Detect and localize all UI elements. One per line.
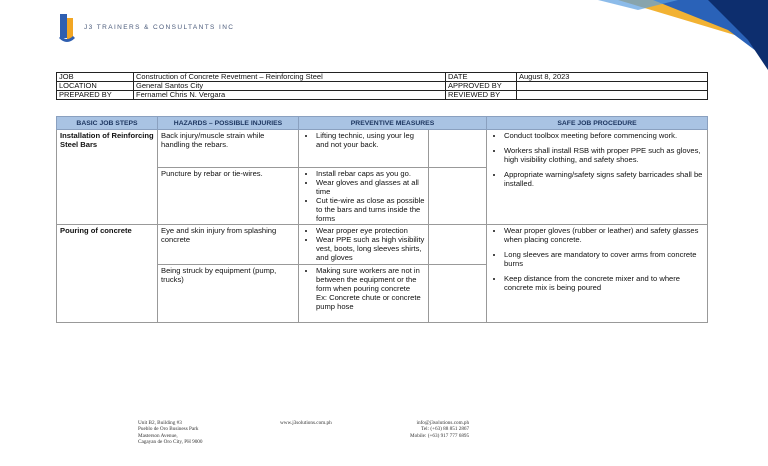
date-value: August 8, 2023 (517, 73, 708, 82)
procedure-item: • Long sleeves are mandatory to cover arms from concrete burns (504, 250, 704, 268)
approved-value (517, 82, 708, 91)
measure-item: • Cut tie-wire as close as possible to the bars and turns inside the forms (316, 196, 425, 223)
empty-cell (429, 225, 487, 265)
date-label: DATE (446, 73, 517, 82)
procedure-item: • Conduct toolbox meeting before commencing work. (504, 131, 704, 140)
procedure-cell (487, 225, 708, 323)
job-step: Pouring of concrete (57, 225, 158, 323)
company-name: J3 TRAINERS & CONSULTANTS INC (84, 24, 235, 31)
footer-phone: Tel: (+63) 88 851 2867 (421, 426, 470, 433)
location-label: LOCATION (57, 82, 134, 91)
hazard-cell: Eye and skin injury from splashing concrete (158, 225, 299, 265)
measures-cell (299, 130, 429, 168)
footer-mobile: Mobile: (+63) 917 777 6895 (410, 432, 470, 439)
job-info-table (56, 72, 708, 100)
measure-item: • Making sure workers are not in between the equipment or the form when pouring concrete Ex: Concrete chute or concrete pump hose (316, 266, 425, 311)
hazard-cell: Back injury/muscle strain while handling the rebars. (158, 130, 299, 168)
measures-cell (299, 225, 429, 265)
footer-email[interactable]: info@j3solutions.com.ph (416, 420, 470, 426)
prepared-value: Fernamel Chris N. Vergara (134, 91, 446, 100)
measure-item: • Wear gloves and glasses at all time (316, 178, 425, 196)
reviewed-value (517, 91, 708, 100)
header-hazards: HAZARDS – POSSIBLE INJURIES (158, 117, 299, 130)
footer-address-line: Cagayan de Oro City, PH 9000 (138, 439, 203, 446)
job-step: Installation of Reinforcing Steel Bars (57, 130, 158, 225)
procedure-item: • Wear proper gloves (rubber or leather) and safety glasses when placing concrete. (504, 226, 704, 244)
prepared-label: PREPARED BY (57, 91, 134, 100)
procedure-item: • Keep distance from the concrete mixer and to where concrete mix is being poured (504, 274, 704, 292)
job-label: JOB (57, 73, 134, 82)
reviewed-label: REVIEWED BY (446, 91, 517, 100)
measure-item: • Wear proper eye protection (316, 226, 425, 235)
footer-address (138, 420, 203, 446)
job-value: Construction of Concrete Revetment – Reinforcing Steel (134, 73, 446, 82)
measure-item: • Lifting technic, using your leg and not your back. (316, 131, 425, 149)
measure-item: • Install rebar caps as you go. (316, 169, 425, 178)
job-safety-table (56, 116, 708, 323)
company-logo-icon (57, 12, 79, 46)
location-value: General Santos City (134, 82, 446, 91)
footer-contact (410, 420, 469, 439)
empty-cell (429, 168, 487, 225)
corner-decoration (558, 0, 768, 70)
header-basic-job-steps: BASIC JOB STEPS (57, 117, 158, 130)
header-preventive-measures: PREVENTIVE MEASURES (299, 117, 487, 130)
procedure-item: • Workers shall install RSB with proper PPE such as gloves, high visibility clothing, and safety shoes. (504, 146, 704, 164)
measures-cell (299, 265, 429, 323)
footer-address-line: Masterson Avenue, (138, 432, 178, 439)
empty-cell (429, 265, 487, 323)
hazard-cell: Being struck by equipment (pump, trucks) (158, 265, 299, 323)
procedure-cell (487, 130, 708, 225)
approved-label: APPROVED BY (446, 82, 517, 91)
footer-website[interactable]: www.j3solutions.com.ph (280, 420, 332, 426)
measure-item: • Wear PPE such as high visibility vest, boots, long sleeves shirts, and gloves (316, 235, 425, 262)
procedure-item: • Appropriate warning/safety signs safety barricades shall be installed. (504, 170, 704, 188)
measures-cell (299, 168, 429, 225)
footer-address-line: Unit B2, Building #3 (138, 420, 182, 426)
hazard-cell: Puncture by rebar or tie-wires. (158, 168, 299, 225)
footer-address-line: Pueblo de Oro Business Park (138, 426, 199, 433)
empty-cell (429, 130, 487, 168)
header-safe-job-procedure: SAFE JOB PROCEDURE (487, 117, 708, 130)
